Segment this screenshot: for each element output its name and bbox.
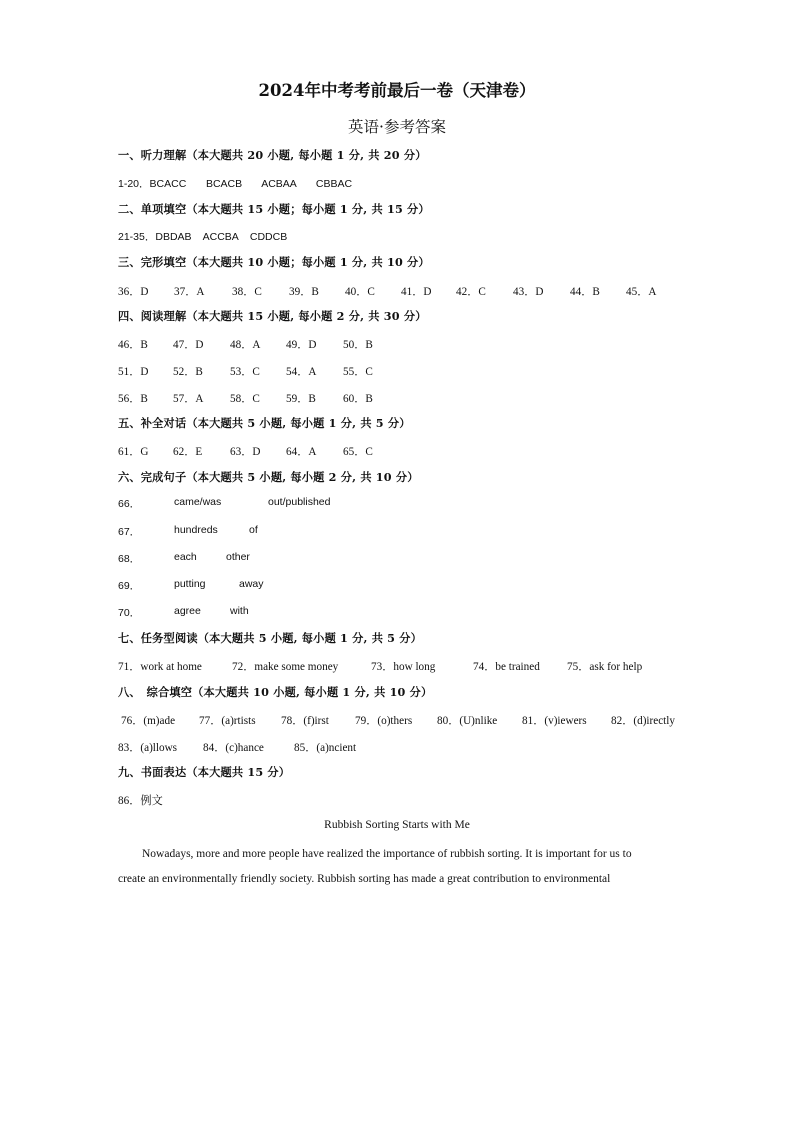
answer-item: 49．D (286, 339, 317, 351)
answer-item: 76．(m)ade (121, 715, 176, 727)
answer-item: 52．B (173, 366, 203, 378)
answer-item: 50．B (343, 339, 373, 351)
answer-item: 41．D (401, 286, 432, 298)
answer-item: 63．D (230, 446, 261, 458)
section-8-heading: 八、 综合填空（本大题共 10 小题, 每小题 1 分, 共 10 分） (118, 685, 433, 699)
essay-title: Rubbish Sorting Starts with Me (324, 819, 470, 831)
answer-item: 64．A (286, 446, 317, 458)
section-3-heading: 三、完形填空（本大题共 10 小题；每小题 1 分, 共 10 分） (118, 255, 430, 269)
answer-part-2: of (249, 524, 258, 536)
answer-item: 78．(f)irst (281, 715, 329, 727)
item-number: 69． (118, 580, 141, 592)
answer-item: 57．A (173, 393, 204, 405)
answer-part-2: other (226, 551, 250, 563)
answer-item: 56．B (118, 393, 148, 405)
answer-item: 38．C (232, 286, 262, 298)
answer-item: 61．G (118, 446, 149, 458)
answer-item: 54．A (286, 366, 317, 378)
answer-item: 60．B (343, 393, 373, 405)
answer-item: 73．how long (371, 661, 436, 673)
section-6-heading: 六、完成句子（本大题共 5 小题, 每小题 2 分, 共 10 分） (118, 470, 419, 484)
answer-item: 82．(d)irectly (611, 715, 675, 727)
answer-item: 39．B (289, 286, 319, 298)
answer-part-1: each (174, 551, 197, 563)
answer-item: 44．B (570, 286, 600, 298)
answer-item: 55．C (343, 366, 373, 378)
answer-item: 59．B (286, 393, 316, 405)
answer-item: 51．D (118, 366, 149, 378)
answer-item: 46．B (118, 339, 148, 351)
answer-item: 74．be trained (473, 661, 540, 673)
answer-item: 85．(a)ncient (294, 742, 357, 754)
section-9-heading: 九、书面表达（本大题共 15 分） (118, 765, 291, 779)
section-4-heading: 四、阅读理解（本大题共 15 小题, 每小题 2 分, 共 30 分） (118, 309, 427, 323)
answer-item: 77．(a)rtists (199, 715, 256, 727)
answer-part-2: with (230, 605, 249, 617)
answer-item: 80．(U)nlike (437, 715, 498, 727)
section-5-heading: 五、补全对话（本大题共 5 小题, 每小题 1 分, 共 5 分） (118, 416, 411, 430)
section-1-answers: 1-20．BCACC BCACB ACBAA CBBAC (118, 178, 353, 190)
answer-item: 65．C (343, 446, 373, 458)
answer-item: 79．(o)thers (355, 715, 413, 727)
answer-part-1: hundreds (174, 524, 218, 536)
item-number: 66． (118, 498, 141, 510)
item-number: 68． (118, 553, 141, 565)
item-number: 70． (118, 607, 141, 619)
answer-item: 45．A (626, 286, 657, 298)
section-2-heading: 二、单项填空（本大题共 15 小题；每小题 1 分, 共 15 分） (118, 202, 430, 216)
essay-line-1: Nowadays, more and more people have realized the importance of rubbish sorting. It is important for us to (142, 848, 632, 860)
answer-item: 75．ask for help (567, 661, 643, 673)
answer-item: 83．(a)llows (118, 742, 178, 754)
answer-item: 81．(v)iewers (522, 715, 587, 727)
answer-part-2: away (239, 578, 264, 590)
essay-label: 86．例文 (118, 795, 163, 807)
answer-item: 71．work at home (118, 661, 202, 673)
essay-line-2: create an environmentally friendly society. Rubbish sorting has made a great contribution to environmental (118, 873, 611, 885)
answer-item: 84．(c)hance (203, 742, 264, 754)
answer-item: 48．A (230, 339, 261, 351)
answer-item: 40．C (345, 286, 375, 298)
answer-item: 42．C (456, 286, 486, 298)
answer-item: 53．C (230, 366, 260, 378)
answer-part-1: agree (174, 605, 201, 617)
answer-item: 47．D (173, 339, 204, 351)
item-number: 67． (118, 526, 141, 538)
section-2-answers: 21-35．DBDAB ACCBA CDDCB (118, 231, 288, 243)
answer-item: 58．C (230, 393, 260, 405)
answer-item: 36．D (118, 286, 149, 298)
answer-item: 43．D (513, 286, 544, 298)
answer-item: 37．A (174, 286, 205, 298)
section-1-heading: 一、听力理解（本大题共 20 小题, 每小题 1 分, 共 20 分） (118, 148, 427, 162)
answer-part-1: putting (174, 578, 206, 590)
page-subtitle: 英语·参考答案 (348, 118, 446, 136)
answer-item: 72．make some money (232, 661, 339, 673)
answer-part-2: out/published (268, 496, 331, 508)
page-title: 2024年中考考前最后一卷（天津卷） (258, 81, 536, 100)
answer-item: 62．E (173, 446, 203, 458)
section-7-heading: 七、任务型阅读（本大题共 5 小题, 每小题 1 分, 共 5 分） (118, 631, 423, 645)
answer-part-1: came/was (174, 496, 222, 508)
